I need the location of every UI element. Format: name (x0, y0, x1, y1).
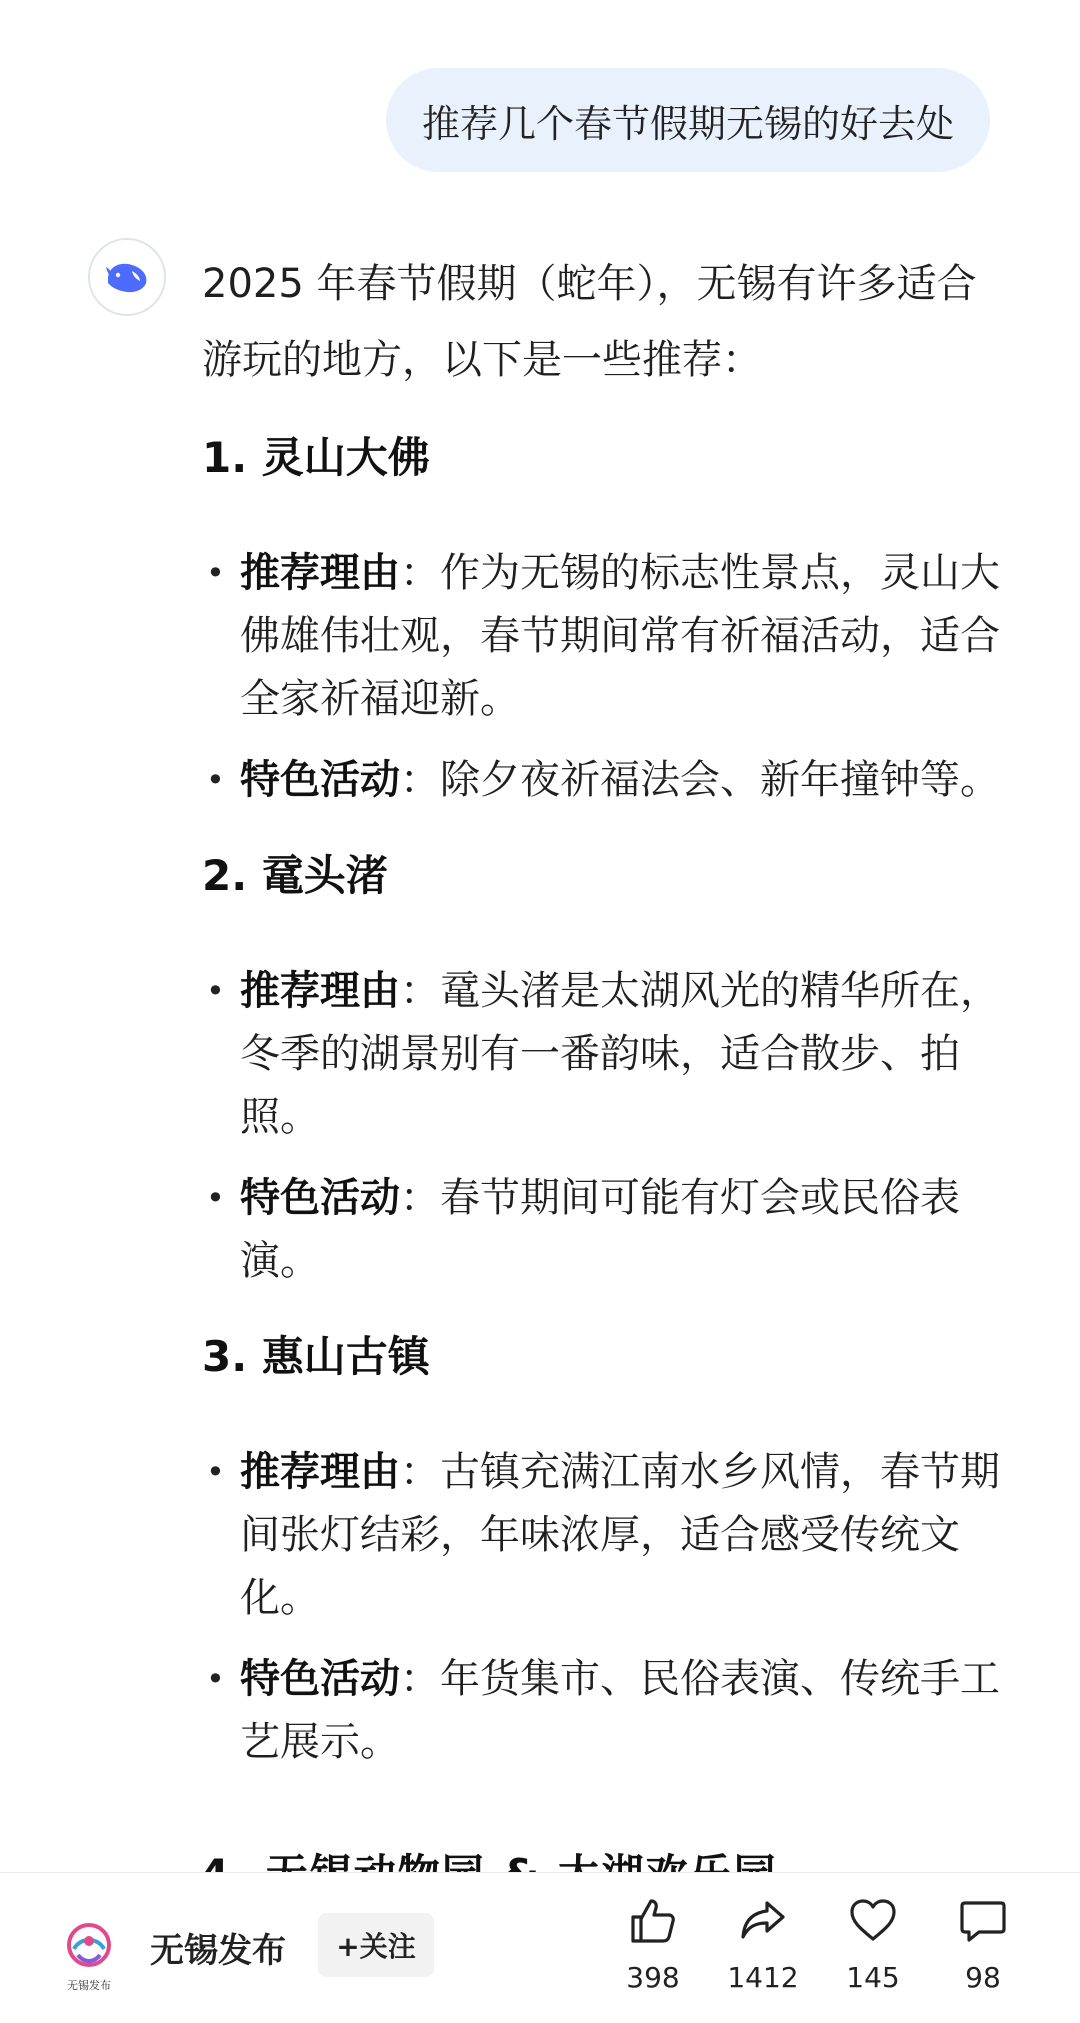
bullet-separator: ： (400, 757, 440, 803)
section-title: 1. 灵山大佛 (202, 433, 430, 482)
share-count: 1412 (727, 1961, 799, 1994)
logo-caption: 无锡发布 (67, 1979, 111, 1992)
comment-count: 98 (965, 1961, 1001, 1994)
bullet-key: 特色活动 (240, 1175, 400, 1221)
favorite-button[interactable] (818, 1895, 928, 1994)
bullet-list (202, 1441, 1002, 1774)
bullet-dot-icon: • (206, 554, 225, 592)
bullet-separator: ： (400, 1449, 440, 1495)
section-huishan (202, 1319, 1002, 1774)
follow-button[interactable]: +关注 (318, 1913, 434, 1977)
like-count: 398 (626, 1961, 680, 1994)
bullet-dot-icon: • (206, 972, 225, 1010)
comment-bubble-icon (957, 1895, 1009, 1947)
favorite-count: 145 (846, 1961, 900, 1994)
section-yuantouzhu (202, 838, 1002, 1293)
deepseek-whale-icon (88, 238, 166, 316)
bullet-separator: ： (400, 968, 440, 1014)
share-button[interactable] (708, 1895, 818, 1994)
list-item (202, 960, 1002, 1149)
bullet-key: 推荐理由 (240, 550, 400, 596)
bullet-separator: ： (400, 550, 440, 596)
bullet-dot-icon: • (206, 1179, 225, 1217)
list-item (202, 749, 1002, 812)
list-item (202, 1648, 1002, 1774)
user-query-bubble (386, 68, 990, 172)
bullet-list (202, 960, 1002, 1293)
user-query-text: 推荐几个春节假期无锡的好去处 (421, 101, 954, 146)
account-logo[interactable] (56, 1915, 122, 1995)
bullet-text: 春节期间可能有灯会或民俗表演。 (240, 1175, 960, 1284)
bullet-dot-icon: • (206, 1660, 225, 1698)
bullet-key: 推荐理由 (240, 968, 400, 1014)
bullet-text: 作为无锡的标志性景点，灵山大佛雄伟壮观，春节期间常有祈福活动，适合全家祈福迎新。 (240, 550, 1000, 722)
thumbs-up-icon (627, 1895, 679, 1947)
bullet-dot-icon: • (206, 1453, 225, 1491)
share-arrow-icon (737, 1895, 789, 1947)
bottom-bar (0, 1872, 1080, 2023)
assistant-answer (202, 246, 1002, 1792)
list-item (202, 542, 1002, 731)
bullet-text: 年货集市、民俗表演、传统手工艺展示。 (240, 1656, 1000, 1765)
bullet-text: 鼋头渚是太湖风光的精华所在，冬季的湖景别有一番韵味，适合散步、拍照。 (240, 968, 1000, 1140)
like-button[interactable] (598, 1895, 708, 1994)
list-item (202, 1167, 1002, 1293)
bullet-text: 古镇充满江南水乡风情，春节期间张灯结彩，年味浓厚，适合感受传统文化。 (240, 1449, 1000, 1621)
section-title: 3. 惠山古镇 (202, 1332, 430, 1381)
heart-icon (847, 1895, 899, 1947)
bullet-list (202, 542, 1002, 812)
account-name[interactable]: 无锡发布 (150, 1931, 286, 1971)
bullet-separator: ： (400, 1656, 440, 1702)
answer-intro: 2025 年春节假期（蛇年），无锡有许多适合游玩的地方，以下是一些推荐： (202, 261, 977, 383)
section-title: 2. 鼋头渚 (202, 851, 388, 900)
section-lingshan (202, 420, 1002, 812)
bullet-separator: ： (400, 1175, 440, 1221)
bullet-key: 特色活动 (240, 1656, 400, 1702)
bullet-text: 除夕夜祈福法会、新年撞钟等。 (440, 757, 1000, 803)
bullet-key: 推荐理由 (240, 1449, 400, 1495)
comment-button[interactable] (928, 1895, 1038, 1994)
bullet-key: 特色活动 (240, 757, 400, 803)
bullet-dot-icon: • (206, 761, 225, 799)
list-item (202, 1441, 1002, 1630)
